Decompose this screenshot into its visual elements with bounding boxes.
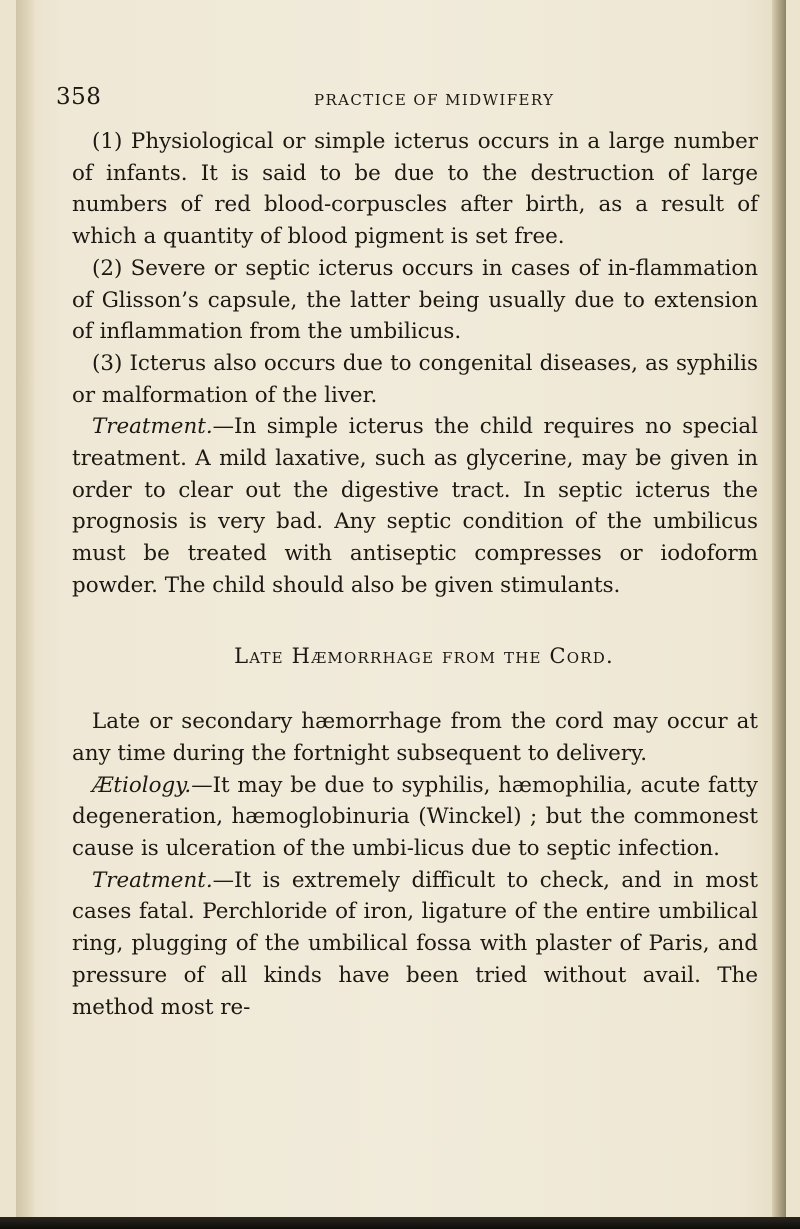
page-number: 358 <box>56 84 102 110</box>
book-page <box>16 0 786 1229</box>
page-edge <box>772 0 786 1229</box>
running-title: PRACTICE OF MIDWIFERY <box>314 91 555 109</box>
paragraph-haemorrhage-treatment: Treatment.—It is extremely difficult to check, and in most cases fatal. Perchloride of iron, ligature of the entire umbilical ring, plugging of the umbilical fossa with plaster of Paris, and pressure of all kinds have been tried without avail. The method most re- <box>72 867 758 1020</box>
paragraph-congenital-icterus: (3) Icterus also occurs due to congenital diseases, as syphilis or malformation of the liver. <box>72 350 758 408</box>
treatment-label: Treatment. <box>92 414 213 440</box>
treatment-label: Treatment. <box>92 867 213 893</box>
aetiology-label: Ætiology. <box>92 772 192 798</box>
body-text <box>72 126 758 1023</box>
page-gutter-shadow <box>16 0 34 1229</box>
scan-bottom-edge <box>0 1217 800 1229</box>
section-heading: Late Hæmorrhage from the Cord. <box>234 643 614 668</box>
paragraph-physiological-icterus: (1) Physiological or simple icterus occurs in a large number of infants. It is said to be due to the destruction of large numbers of red blood-corpuscles after birth, as a result of which a quantity of blood pigment is set free. <box>72 129 758 250</box>
paragraph-late-haemorrhage: Late or secondary hæmorrhage from the cord may occur at any time during the fortnight subsequent to delivery. <box>72 709 758 766</box>
paragraph-septic-icterus: (2) Severe or septic icterus occurs in cases of in-flammation of Glisson’s capsule, the latter being usually due to extension of inflammation from the umbilicus. <box>72 255 758 345</box>
paragraph-icterus-treatment: Treatment.—In simple icterus the child requires no special treatment. A mild laxative, such as glycerine, may be given in order to clear out the digestive tract. In septic icterus the prognosis is very bad. Any septic condition of the umbilicus must be treated with antiseptic compresses or iodoform powder. The child should also be given stimulants. <box>72 414 758 598</box>
paragraph-aetiology: Ætiology.—It may be due to syphilis, hæmophilia, acute fatty degeneration, hæmoglobinuria (Winckel) ; but the commonest cause is ulceration of the umbi-licus due to septic infection. <box>72 772 758 862</box>
page-header <box>56 84 756 114</box>
